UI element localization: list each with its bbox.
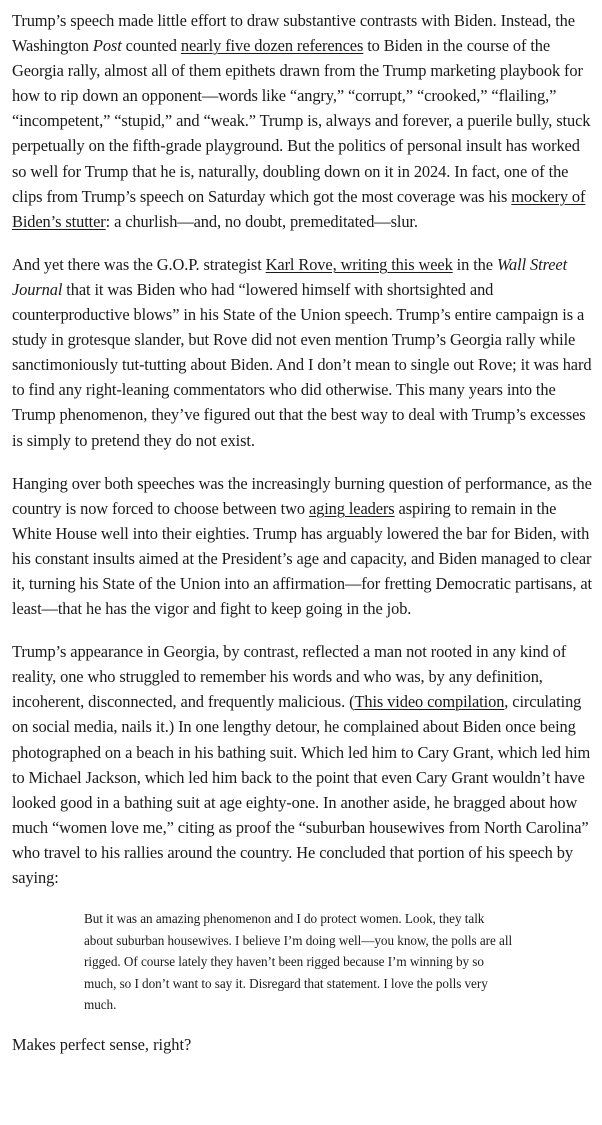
link-karl-rove-writing[interactable]: Karl Rove, writing this week xyxy=(265,254,453,274)
block-quote: But it was an amazing phenomenon and I do protect women. Look, they talk about suburban housewives. I believe I’m doing well—you know, the polls are all rigged. Of course lately they haven’t been rigged because I’m winning by so much, so I don’t want to say it. Disregard that statement. I love the polls very much. xyxy=(84,911,513,1013)
paragraph-2-text-c: that it was Biden who had “lowered himself with shortsighted and counterproductive blows” in his State of the Union speech. Trump’s entire campaign is a study in grotesque slander, but Rove did not even mention Trump’s Georgia rally while sanctimoniously tut-tutting about Biden. And I don’t mean to single out Rove; it was hard to find any right-leaning commentators who did otherwise. This many years into the Trump phenomenon, they’ve figured out that the best way to deal with Trump’s excesses is simply to pretend they do not exist. xyxy=(12,279,592,450)
link-mockery-of-bidens-stutter[interactable]: mockery of Biden’s stutter xyxy=(12,186,586,231)
paragraph-2-text-a: And yet there was the G.O.P. strategist xyxy=(12,254,266,274)
paragraph-1-text-b: counted xyxy=(121,36,181,56)
article-body xyxy=(12,8,592,1057)
link-aging-leaders[interactable]: aging leaders xyxy=(308,498,395,518)
paragraph-2-emphasis-wsj: Wall Street Journal xyxy=(12,254,568,299)
paragraph-3-text-a: Hanging over both speeches was the increasingly burning question of performance, as the country is now forced to choose between two xyxy=(12,473,592,518)
paragraph-3-text-b: aspiring to remain in the White House well into their eighties. Trump has arguably lowered the bar for Biden, with his constant insults aimed at the President’s age and capacity, and Biden managed to clear it, turning his State of the Union into an affirmation—for fretting Democratic partisans, at least—that he has the vigor and fight to keep going in the job. xyxy=(12,498,592,619)
paragraph-1 xyxy=(12,8,592,234)
paragraph-3 xyxy=(12,471,592,622)
closing-line: Makes perfect sense, right? xyxy=(12,1034,192,1054)
paragraph-1-emphasis-post: Post xyxy=(92,36,122,56)
paragraph-2 xyxy=(12,252,592,453)
paragraph-1-text-a: Trump’s speech made little effort to draw substantive contrasts with Biden. Instead, the Washington xyxy=(12,11,575,56)
link-video-compilation[interactable]: This video compilation xyxy=(354,692,505,712)
paragraph-4-text-a: Trump’s appearance in Georgia, by contrast, reflected a man not rooted in any kind of reality, one who struggled to remember his words and who was, by any definition, incoherent, disconnected, and frequently malicious. ( xyxy=(12,642,567,712)
paragraph-4 xyxy=(12,639,592,890)
paragraph-1-text-c: to Biden in the course of the Georgia rally, almost all of them epithets drawn from the Trump marketing playbook for how to rip down an opponent—words like “angry,” “corrupt,” “crooked,” “flailing,” “incompetent,” “stupid,” and “weak.” Trump is, always and forever, a puerile bully, stuck perpetually on the fifth-grade playground. But the politics of personal insult has worked so well for Trump that he is, naturally, doubling down on it in 2024. In fact, one of the clips from Trump’s speech on Saturday which got the most coverage was his xyxy=(12,36,591,206)
paragraph-2-text-b: in the xyxy=(452,254,497,274)
paragraph-1-text-d: : a churlish—and, no doubt, premeditated—slur. xyxy=(105,211,418,231)
paragraph-4-text-b: , circulating on social media, nails it.) In one lengthy detour, he complained about Biden once being photographed on a beach in his bathing suit. Which led him to Cary Grant, which led him to Michael Jackson, which led him back to the point that even Cary Grant wouldn’t have looked good in a bathing suit at age eighty-one. In another aside, he bragged about how much “women love me,” citing as proof the “suburban housewives from North Carolina” who travel to his rallies around the country. He concluded that portion of his speech by saying: xyxy=(12,692,591,887)
link-nearly-five-dozen-references[interactable]: nearly five dozen references xyxy=(180,36,364,56)
